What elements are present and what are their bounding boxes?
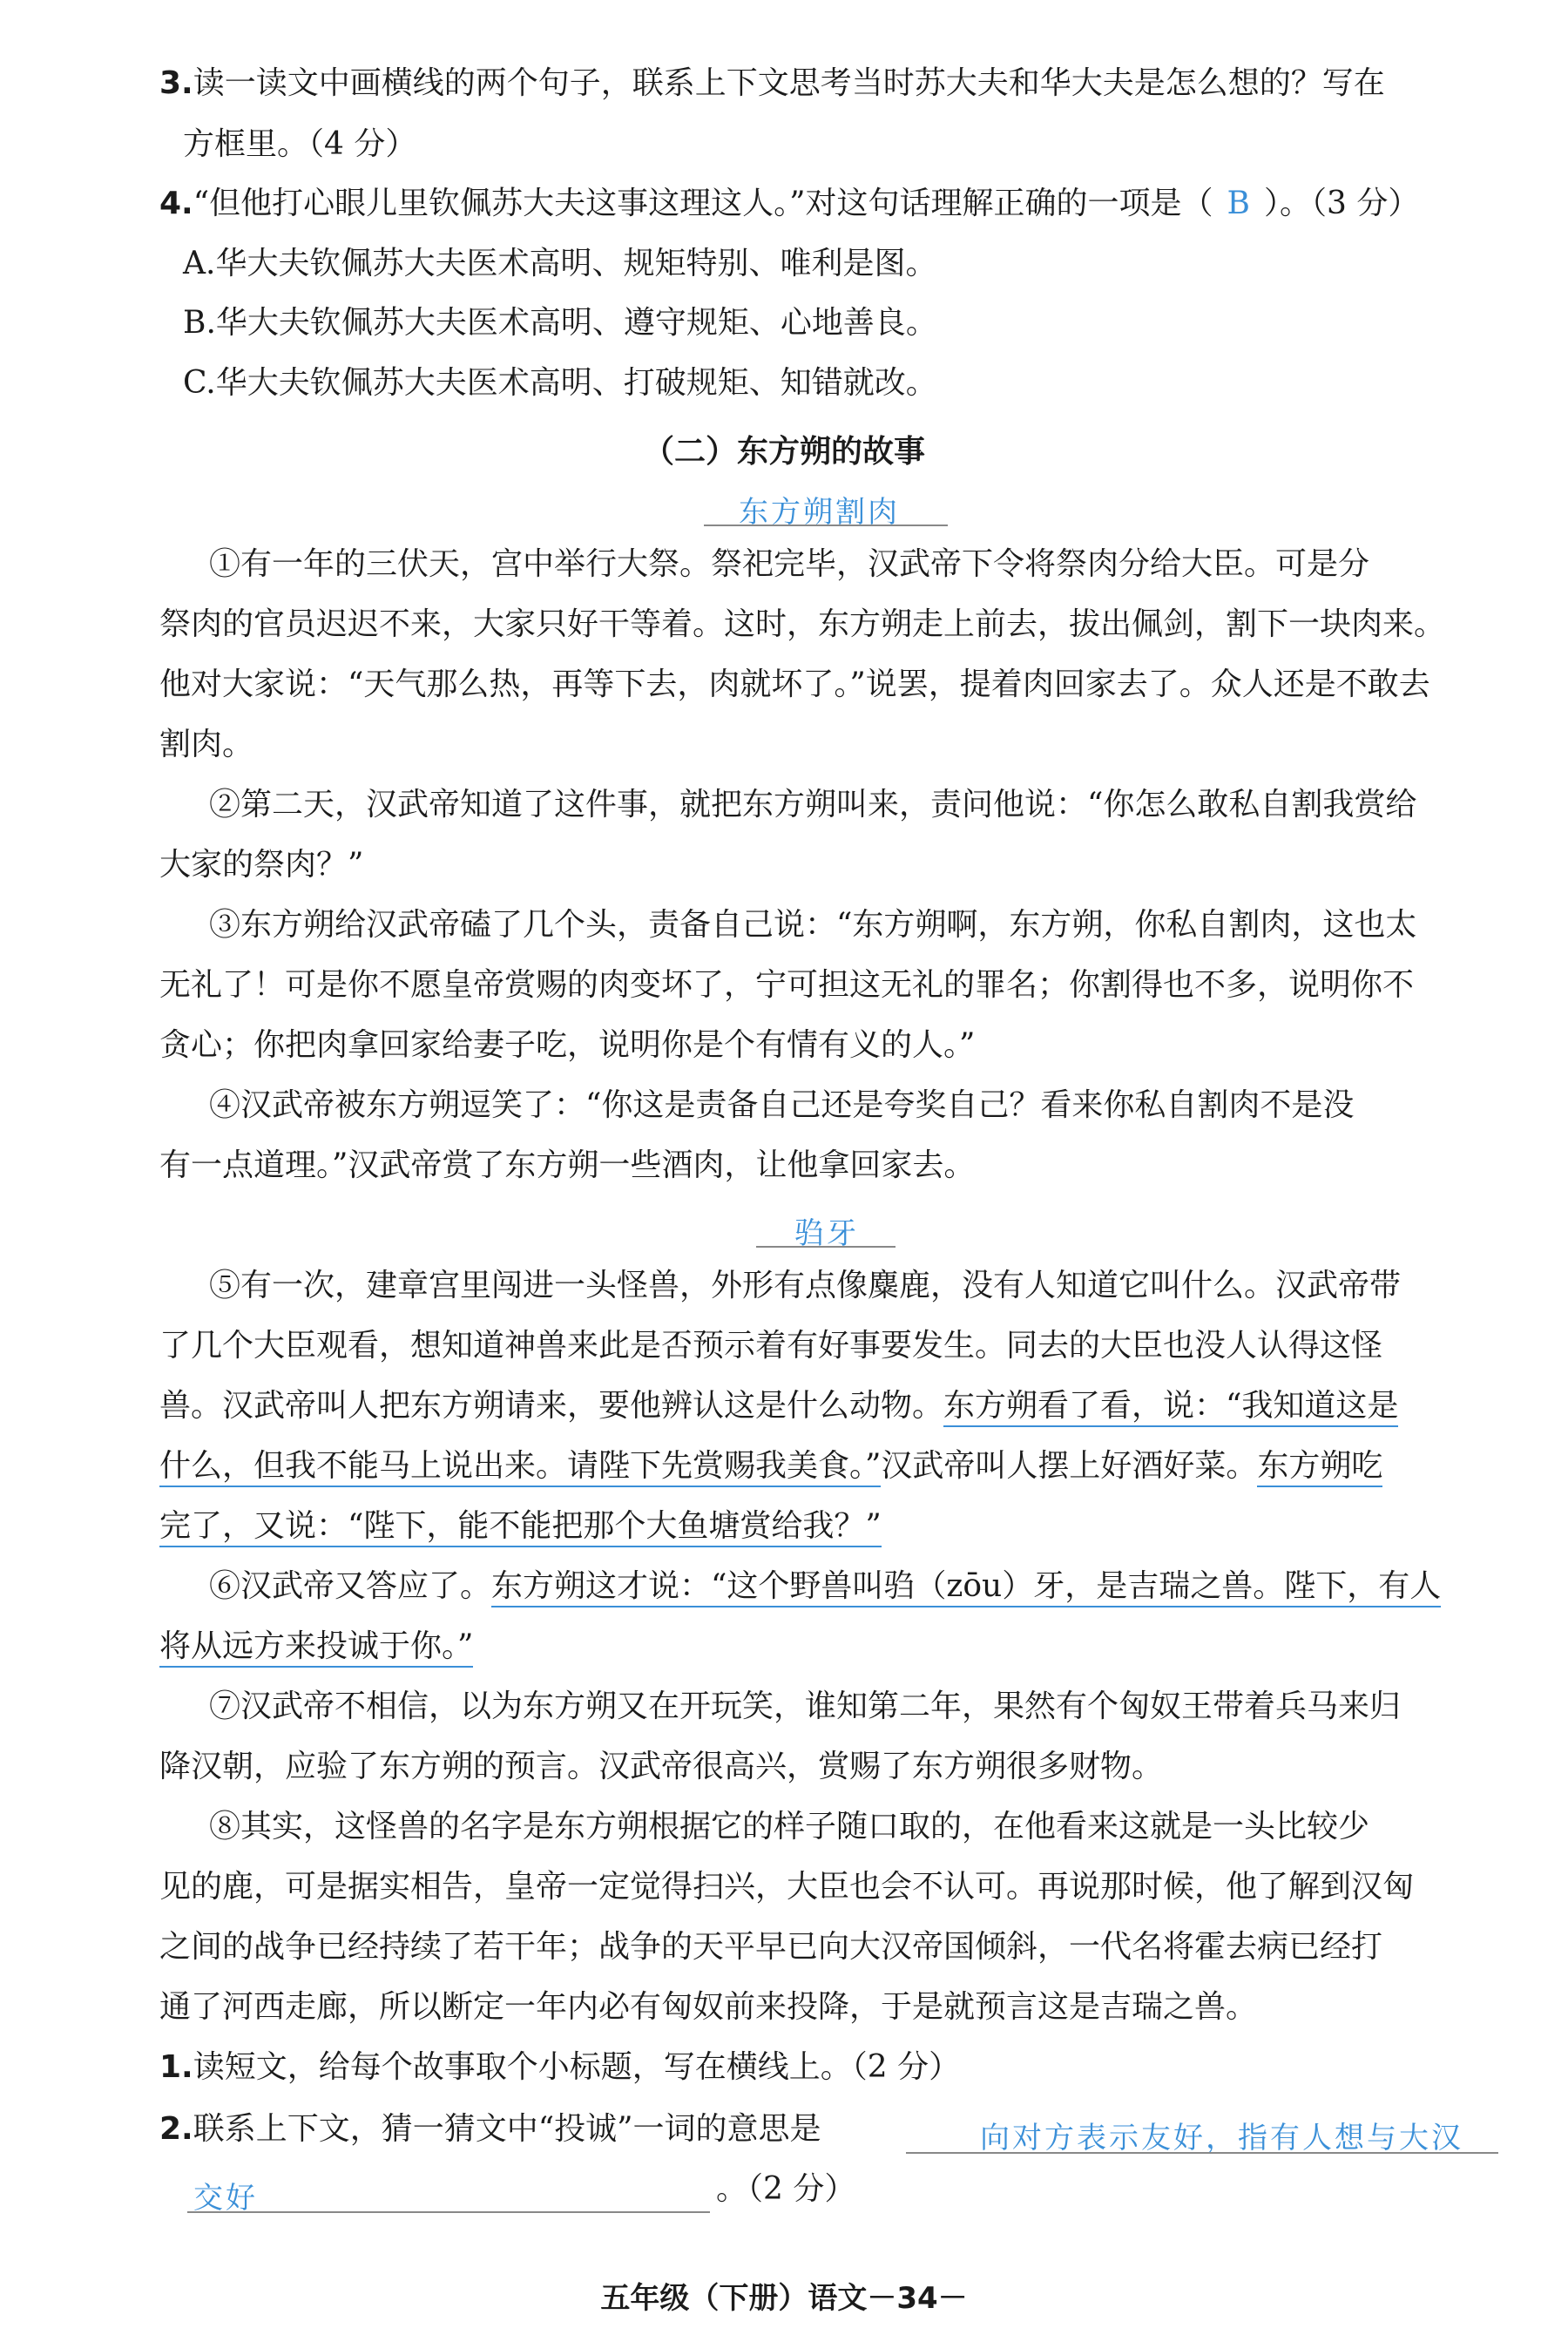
question-4 bbox=[159, 188, 1419, 220]
paragraph-8-line: 之间的战争已经持续了若干年；战争的天平早已向大汉帝国倾斜，一代名将霍去病已经打 bbox=[159, 1929, 1383, 1965]
paragraph-5-line: 了几个大臣观看，想知道神兽来此是否预示着有好事要发生。同去的大臣也没人认得这怪 bbox=[159, 1328, 1383, 1364]
story-1-subtitle: 东方朔割肉 bbox=[739, 495, 900, 530]
question-1 bbox=[159, 2049, 961, 2085]
paragraph-4-line: 有一点道理。”汉武帝赏了东方朔一些酒肉，让他拿回家去。 bbox=[159, 1147, 976, 1183]
subtitle-underline bbox=[704, 525, 948, 526]
question-number: 4. bbox=[159, 186, 193, 221]
paragraph-8-line: 见的鹿，可是据实相告，皇帝一定觉得扫兴，大臣也会不认可。再说那时候，他了解到汉匈 bbox=[159, 1869, 1415, 1905]
paragraph-6-line bbox=[209, 1568, 1442, 1604]
paragraph-3-line: 无礼了！可是你不愿皇帝赏赐的肉变坏了，宁可担这无礼的罪名；你割得也不多，说明你不 bbox=[159, 967, 1415, 1003]
question-text: 读短文，给每个故事取个小标题，写在横线上。（2 分） bbox=[193, 2049, 961, 2085]
paragraph-7-line: 降汉朝，应验了东方朔的预言。汉武帝很高兴，赏赐了东方朔很多财物。 bbox=[159, 1749, 1164, 1784]
question-text: “但他打心眼儿里钦佩苏大夫这事这理这人。”对这句话理解正确的一项是（ bbox=[193, 186, 1213, 221]
option-c: C.华大夫钦佩苏大夫医术高明、打破规矩、知错就改。 bbox=[183, 365, 937, 401]
answer-handwriting: 向对方表示友好，指有人想与大汉 bbox=[980, 2121, 1463, 2156]
paragraph-7-line: ⑦汉武帝不相信，以为东方朔又在开玩笑，谁知第二年，果然有个匈奴王带着兵马来归 bbox=[209, 1689, 1402, 1724]
question-text: 读一读文中画横线的两个句子，联系上下文思考当时苏大夫和华大夫是怎么想的？写在 bbox=[193, 65, 1385, 101]
question-3 bbox=[159, 65, 1385, 101]
answer-line bbox=[187, 2211, 710, 2213]
answer-choice: B bbox=[1227, 186, 1251, 221]
underlined-sentence: 什么，但我不能马上说出来。请陛下先赏赐我美食。” bbox=[159, 1448, 881, 1487]
subtitle-underline bbox=[756, 1246, 896, 1248]
paragraph-5-line bbox=[159, 1388, 1399, 1424]
page-footer: 五年级（下册）语文－34－ bbox=[600, 2281, 968, 2316]
paragraph-8-line: ⑧其实，这怪兽的名字是东方朔根据它的样子随口取的，在他看来这就是一头比较少 bbox=[209, 1809, 1370, 1844]
option-a: A.华大夫钦佩苏大夫医术高明、规矩特别、唯利是图。 bbox=[183, 246, 937, 281]
paragraph-1-line: 割肉。 bbox=[159, 727, 254, 762]
answer-line bbox=[906, 2152, 1498, 2154]
sentence: 兽。汉武帝叫人把东方朔请来，要他辨认这是什么动物。 bbox=[159, 1388, 944, 1424]
question-number: 1. bbox=[159, 2049, 193, 2085]
paragraph-5-line: ⑤有一次，建章宫里闯进一头怪兽，外形有点像麋鹿，没有人知道它叫什么。汉武帝带 bbox=[209, 1268, 1402, 1303]
underlined-sentence: 东方朔吃 bbox=[1257, 1448, 1382, 1487]
paragraph-4-line: ④汉武帝被东方朔逗笑了：“你这是责备自己还是夸奖自己？看来你私自割肉不是没 bbox=[209, 1087, 1355, 1123]
story-2-subtitle: 驺牙 bbox=[794, 1216, 859, 1251]
question-score: 。（2 分） bbox=[716, 2171, 856, 2207]
underlined-sentence: 东方朔看了看，说：“我知道这是 bbox=[943, 1388, 1398, 1427]
question-text: 联系上下文，猜一猜文中“投诚”一词的意思是 bbox=[193, 2111, 821, 2147]
question-score: ）。（3 分） bbox=[1264, 186, 1420, 221]
question-3-cont: 方框里。（4 分） bbox=[183, 126, 417, 162]
paragraph-2-line: 大家的祭肉？” bbox=[159, 847, 364, 883]
option-b: B.华大夫钦佩苏大夫医术高明、遵守规矩、心地善良。 bbox=[183, 305, 937, 341]
underlined-sentence: 东方朔这才说：“这个野兽叫驺（zōu）牙，是吉瑞之兽。陛下，有人 bbox=[491, 1568, 1441, 1607]
sentence: ⑥汉武帝又答应了。 bbox=[209, 1568, 492, 1604]
question-number: 3. bbox=[159, 65, 193, 101]
question-2 bbox=[159, 2111, 821, 2147]
sentence: 汉武帝叫人摆上好酒好菜。 bbox=[881, 1448, 1258, 1484]
question-number: 2. bbox=[159, 2111, 193, 2147]
paragraph-2-line: ②第二天，汉武帝知道了这件事，就把东方朔叫来，责问他说：“你怎么敢私自割我赏给 bbox=[209, 787, 1417, 822]
answer-handwriting: 交好 bbox=[193, 2181, 258, 2216]
paragraph-1-line: 他对大家说：“天气那么热，再等下去，肉就坏了。”说罢，提着肉回家去了。众人还是不敢去 bbox=[159, 667, 1430, 702]
paragraph-3-line: 贪心；你把肉拿回家给妻子吃，说明你是个有情有义的人。” bbox=[159, 1027, 976, 1063]
paragraph-5-line bbox=[159, 1448, 1383, 1484]
paragraph-8-line: 通了河西走廊，所以断定一年内必有匈奴前来投降，于是就预言这是吉瑞之兽。 bbox=[159, 1989, 1258, 2025]
underlined-sentence: 将从远方来投诚于你。” bbox=[159, 1628, 473, 1668]
paragraph-5-line bbox=[159, 1508, 882, 1544]
paragraph-1-line: ①有一年的三伏天，宫中举行大祭。祭祀完毕，汉武帝下令将祭肉分给大臣。可是分 bbox=[209, 546, 1370, 582]
underlined-sentence: 完了，又说：“陛下，能不能把那个大鱼塘赏给我？” bbox=[159, 1508, 882, 1547]
paragraph-6-line bbox=[159, 1628, 474, 1664]
paragraph-1-line: 祭肉的官员迟迟不来，大家只好干等着。这时，东方朔走上前去，拔出佩剑，割下一块肉来。 bbox=[159, 606, 1446, 642]
paragraph-3-line: ③东方朔给汉武帝磕了几个头，责备自己说：“东方朔啊，东方朔，你私自割肉，这也太 bbox=[209, 907, 1417, 943]
section-title: （二）东方朔的故事 bbox=[642, 434, 925, 470]
